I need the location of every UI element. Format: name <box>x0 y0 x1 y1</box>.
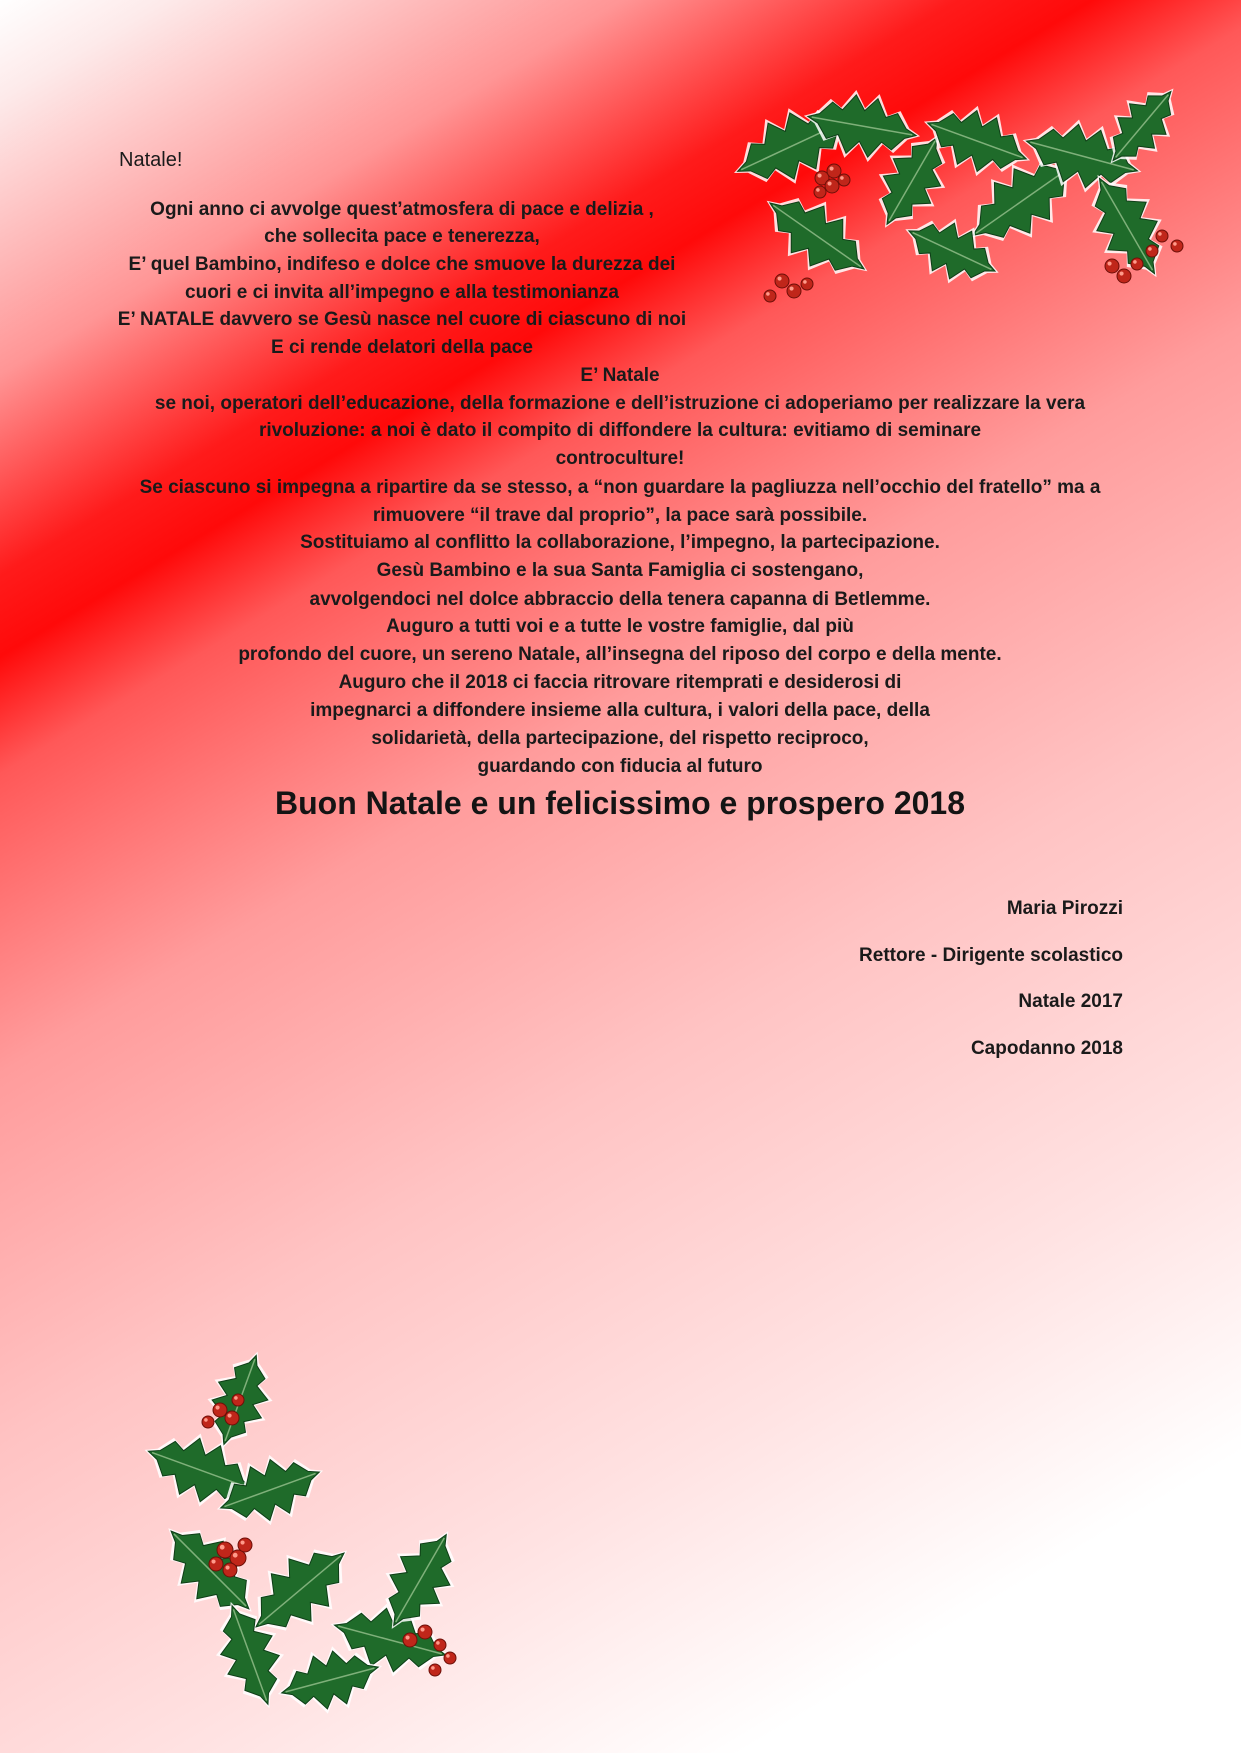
berry-highlight <box>1148 247 1152 251</box>
body-line: rivoluzione: a noi è dato il compito di diffondere la cultura: evitiamo di seminare <box>258 420 982 441</box>
berry-highlight <box>204 1418 208 1422</box>
berry-highlight <box>234 1396 238 1400</box>
holly-berry <box>418 1625 432 1639</box>
holly-berry <box>238 1538 252 1552</box>
holly-berry <box>223 1563 237 1577</box>
holly-berry <box>827 164 841 178</box>
body-line: solidarietà, della partecipazione, del rispetto reciproco, <box>371 728 869 749</box>
berry-highlight <box>816 188 820 192</box>
holly-berry <box>429 1664 441 1676</box>
berry-highlight <box>817 173 821 177</box>
holly-berry <box>232 1394 244 1406</box>
holly-berry <box>825 179 839 193</box>
body-line: Sostituiamo al conflitto la collaborazione, l’impegno, la partecipazione. <box>300 532 940 553</box>
holly-berry <box>1171 240 1183 252</box>
signature-role: Rettore - Dirigente scolastico <box>859 945 1123 966</box>
holly-berry <box>202 1416 214 1428</box>
body-line: guardando con fiducia al futuro <box>477 756 763 777</box>
holly-berry <box>838 174 850 186</box>
holly-berry <box>1146 245 1158 257</box>
holly-berry <box>434 1639 446 1651</box>
signature-occasion: Natale 2017 <box>1018 991 1123 1012</box>
berry-highlight <box>789 286 793 290</box>
berry-highlight <box>233 1553 238 1558</box>
poem-line: E’ quel Bambino, indifeso e dolce che smuove la durezza dei <box>128 254 676 275</box>
holly-berry <box>801 278 813 290</box>
body-line: controculture! <box>555 448 685 469</box>
body-line: avvolgendoci nel dolce abbraccio della tenera capanna di Betlemme. <box>309 589 931 610</box>
berry-highlight <box>1133 260 1137 264</box>
berry-highlight <box>829 166 833 170</box>
signature-new-year: Capodanno 2018 <box>970 1038 1123 1059</box>
holly-berry <box>1105 259 1119 273</box>
body-line: Se ciascuno si impegna a ripartire da se stesso, a “non guardare la pagliuzza nell’occhio del fratello” ma a <box>139 477 1101 498</box>
berry-highlight <box>766 292 770 296</box>
berry-highlight <box>420 1627 424 1631</box>
holly-icon <box>120 1340 504 1728</box>
body-line: Auguro che il 2018 ci faccia ritrovare ritemprati e desiderosi di <box>338 672 902 693</box>
holly-leaves <box>133 1341 477 1725</box>
berry-highlight <box>1107 261 1111 265</box>
signature-name: Maria Pirozzi <box>1006 898 1123 919</box>
body-line: Gesù Bambino e la sua Santa Famiglia ci sostengano, <box>376 560 864 581</box>
holly-berry <box>814 186 826 198</box>
holly-icon <box>722 86 1208 354</box>
berry-highlight <box>840 176 844 180</box>
holly-berry <box>764 290 776 302</box>
letter-greeting: Natale! <box>119 149 183 171</box>
berry-highlight <box>220 1545 225 1550</box>
berry-highlight <box>1119 271 1123 275</box>
poem-line: E ci rende delatori della pace <box>271 337 533 358</box>
body-line: profondo del cuore, un sereno Natale, all’insegna del riposo del corpo e della mente. <box>238 644 1002 665</box>
berry-highlight <box>803 280 807 284</box>
poem-line: Ogni anno ci avvolge quest’atmosfera di pace e delizia , <box>150 199 654 220</box>
berry-highlight <box>827 181 831 185</box>
body-line: impegnarci a diffondere insieme alla cultura, i valori della pace, della <box>310 700 930 721</box>
greeting-headline: Buon Natale e un felicissimo e prospero 2018 <box>275 785 965 821</box>
holly-berry <box>1156 230 1168 242</box>
poem-line: E’ NATALE davvero se Gesù nasce nel cuore di ciascuno di noi <box>117 309 687 330</box>
berry-highlight <box>405 1635 409 1639</box>
holly-berry <box>209 1557 223 1571</box>
berry-highlight <box>777 276 781 280</box>
body-line: rimuovere “il trave dal proprio”, la pace sarà possibile. <box>372 505 868 526</box>
berry-highlight <box>215 1405 219 1409</box>
berry-highlight <box>431 1666 435 1670</box>
berry-highlight <box>436 1641 440 1645</box>
holly-berry <box>444 1652 456 1664</box>
berry-highlight <box>1158 232 1162 236</box>
poem-line: che sollecita pace e tenerezza, <box>264 226 540 247</box>
berry-highlight <box>240 1540 244 1544</box>
holly-berry <box>225 1411 239 1425</box>
holly-berry <box>775 274 789 288</box>
berry-highlight <box>227 1413 231 1417</box>
berry-highlight <box>225 1565 229 1569</box>
body-line: se noi, operatori dell’educazione, della formazione e dell’istruzione ci adoperiamo per realizzare la vera <box>154 393 1086 414</box>
body-line: Auguro a tutti voi e a tutte le vostre famiglie, dal più <box>386 616 854 637</box>
berry-highlight <box>446 1654 450 1658</box>
poem-line: cuori e ci invita all’impegno e alla testimonianza <box>185 282 619 303</box>
holly-berry <box>787 284 801 298</box>
berry-highlight <box>211 1559 215 1563</box>
holly-berry <box>213 1403 227 1417</box>
berry-highlight <box>1173 242 1177 246</box>
holly-berry <box>1117 269 1131 283</box>
e-natale-line: E’ Natale <box>580 365 660 386</box>
holly-berry <box>403 1633 417 1647</box>
holly-berry <box>1131 258 1143 270</box>
